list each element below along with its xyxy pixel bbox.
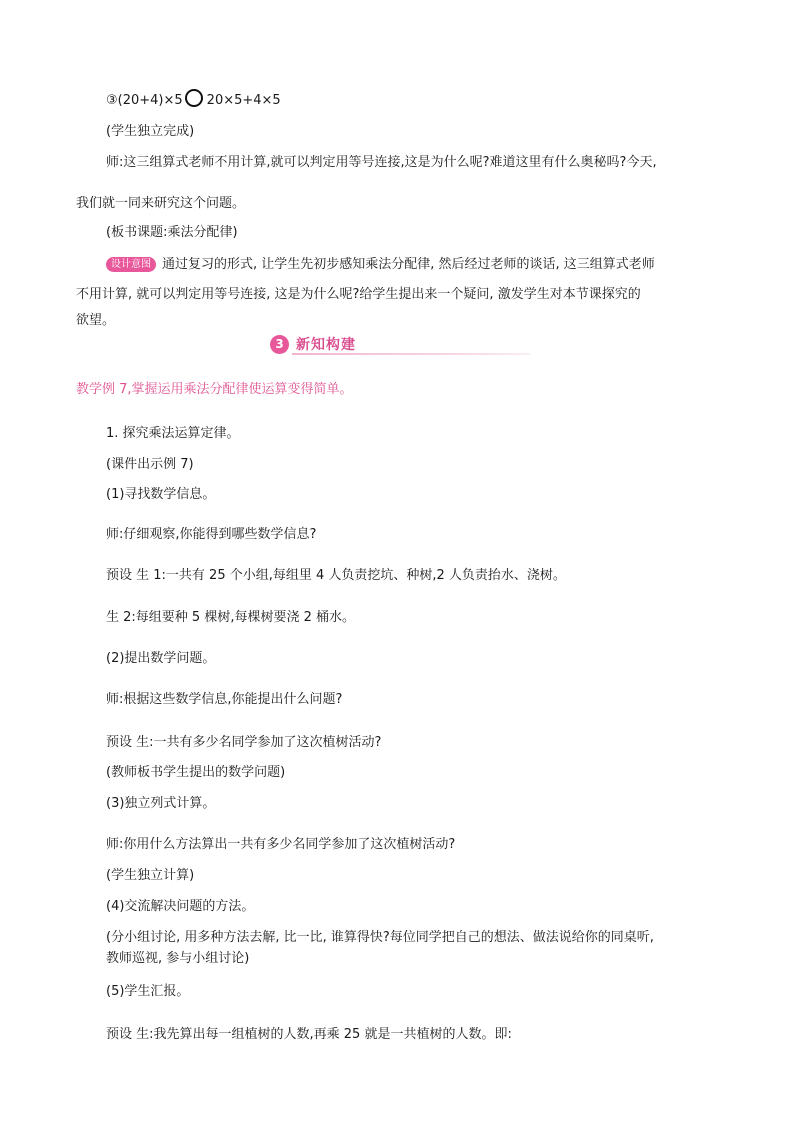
- paragraph: 生 2:每组要种 5 棵树,每棵树要浇 2 桶水。: [106, 610, 355, 625]
- paragraph: (板书课题:乘法分配律): [106, 225, 238, 240]
- paragraph: 师:你用什么方法算出一共有多少名同学参加了这次植树活动?: [106, 837, 456, 852]
- section-heading: [270, 334, 356, 354]
- paragraph: (分小组讨论, 用多种方法去解, 比一比, 谁算得快?每位同学把自己的想法、做法说给你的同桌听,: [106, 930, 654, 945]
- paragraph: 师:这三组算式老师不用计算,就可以判定用等号连接,这是为什么呢?难道这里有什么奥秘吗?今天,: [106, 155, 657, 170]
- paragraph: 我们就一同来研究这个问题。: [76, 196, 246, 211]
- paragraph: 不用计算, 就可以判定用等号连接, 这是为什么呢?给学生提出来一个疑问, 激发学生对本节课探究的: [76, 287, 641, 302]
- paragraph: (1)寻找数学信息。: [106, 487, 216, 502]
- paragraph: 预设 生:一共有多少名同学参加了这次植树活动?: [106, 735, 382, 750]
- blank-circle-icon: [185, 89, 203, 107]
- section-underline: [292, 353, 530, 355]
- section-number: 3: [270, 335, 289, 354]
- paragraph: (教师板书学生提出的数学问题): [106, 765, 286, 780]
- paragraph: (课件出示例 7): [106, 457, 194, 472]
- paragraph: 教师巡视, 参与小组讨论): [106, 951, 250, 966]
- paragraph: (2)提出数学问题。: [106, 651, 216, 666]
- teaching-goal: 教学例 7,掌握运用乘法分配律使运算变得简单。: [76, 382, 353, 397]
- paragraph: (5)学生汇报。: [106, 984, 190, 999]
- design-intent-line: [106, 256, 655, 274]
- section-title: 新知构建: [296, 337, 356, 353]
- paragraph: (3)独立列式计算。: [106, 796, 216, 811]
- paragraph: (学生独立完成): [106, 124, 195, 139]
- paragraph: 预设 生 1:一共有 25 个小组,每组里 4 人负责挖坑、种树,2 人负责抬水、浇树。: [106, 568, 566, 583]
- paragraph: 师:仔细观察,你能得到哪些数学信息?: [106, 527, 317, 542]
- design-intent-badge: 设计意图: [106, 257, 156, 272]
- paragraph: 预设 生:我先算出每一组植树的人数,再乘 25 就是一共植树的人数。即:: [106, 1027, 512, 1042]
- expression-line: [106, 92, 281, 110]
- paragraph: (4)交流解决问题的方法。: [106, 899, 255, 914]
- expression-left: ③(20+4)×5: [106, 93, 183, 108]
- paragraph: 师:根据这些数学信息,你能提出什么问题?: [106, 692, 343, 707]
- expression-right: 20×5+4×5: [206, 93, 281, 108]
- paragraph: 欲望。: [76, 313, 116, 328]
- paragraph: 1. 探究乘法运算定律。: [106, 426, 240, 441]
- paragraph: 通过复习的形式, 让学生先初步感知乘法分配律, 然后经过老师的谈话, 这三组算式老师: [162, 257, 655, 272]
- paragraph: (学生独立计算): [106, 868, 195, 883]
